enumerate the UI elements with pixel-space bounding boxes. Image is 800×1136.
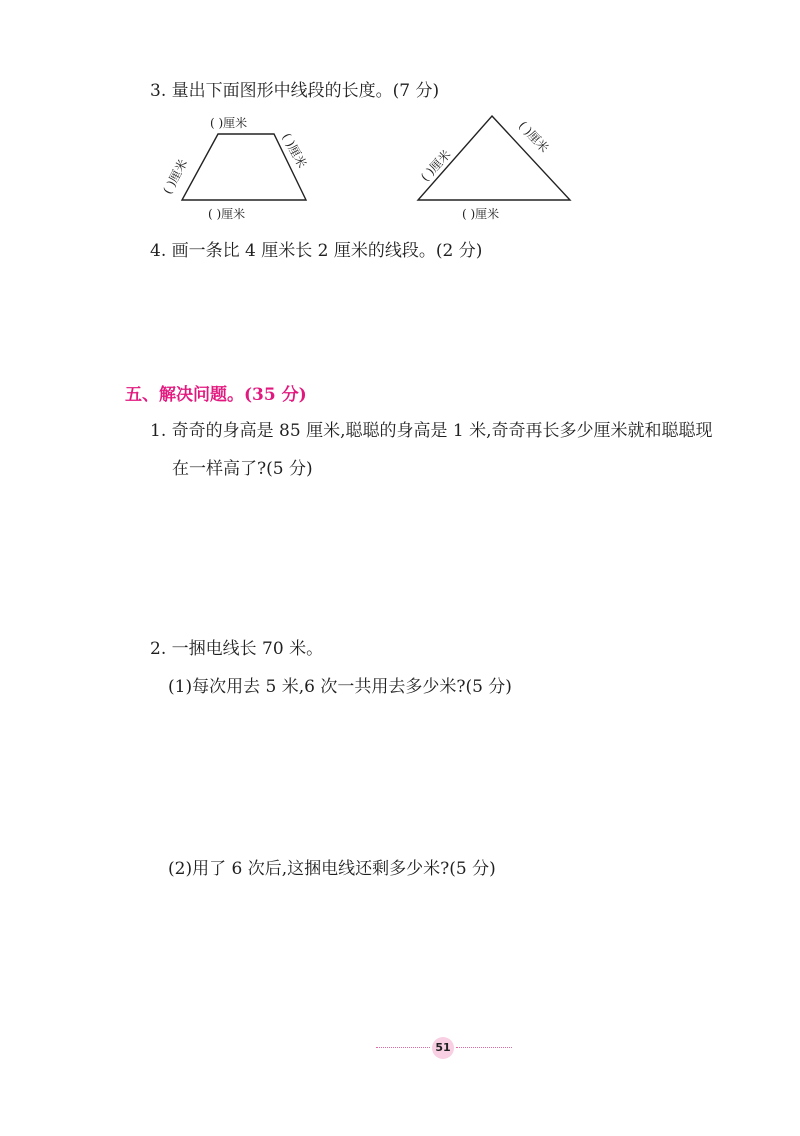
triangle-figure — [410, 108, 578, 222]
page-number-area — [376, 1035, 512, 1061]
trapezoid-label-bottom: ( )厘米 — [208, 207, 246, 221]
section-title: 五、解决问题。(35 分) — [125, 385, 307, 405]
problem2-sub1: (1)每次用去 5 米,6 次一共用去多少米?(5 分) — [168, 677, 512, 697]
q4-text: 4. 画一条比 4 厘米长 2 厘米的线段。(2 分) — [150, 241, 483, 261]
trapezoid-label-right: ( )厘米 — [279, 130, 310, 171]
problem2-sub2: (2)用了 6 次后,这捆电线还剩多少米?(5 分) — [168, 859, 496, 879]
triangle-label-right: ( )厘米 — [515, 118, 552, 156]
triangle-label-bottom: ( )厘米 — [462, 207, 500, 221]
problem1-line1: 1. 奇奇的身高是 85 厘米,聪聪的身高是 1 米,奇奇再长多少厘米就和聪聪现 — [150, 421, 713, 441]
triangle-label-left: ( )厘米 — [417, 147, 454, 185]
problem2-text: 2. 一捆电线长 70 米。 — [150, 639, 324, 659]
page-number-dots-right — [456, 1047, 512, 1048]
problem1-line2: 在一样高了?(5 分) — [172, 459, 313, 479]
page-number-dots-left — [376, 1047, 430, 1048]
trapezoid-label-top: ( )厘米 — [210, 116, 248, 130]
trapezoid-figure — [160, 110, 318, 222]
q3-text: 3. 量出下面图形中线段的长度。(7 分) — [150, 81, 440, 101]
page-number: 51 — [432, 1037, 454, 1059]
trapezoid-label-left: ( )厘米 — [160, 157, 191, 197]
